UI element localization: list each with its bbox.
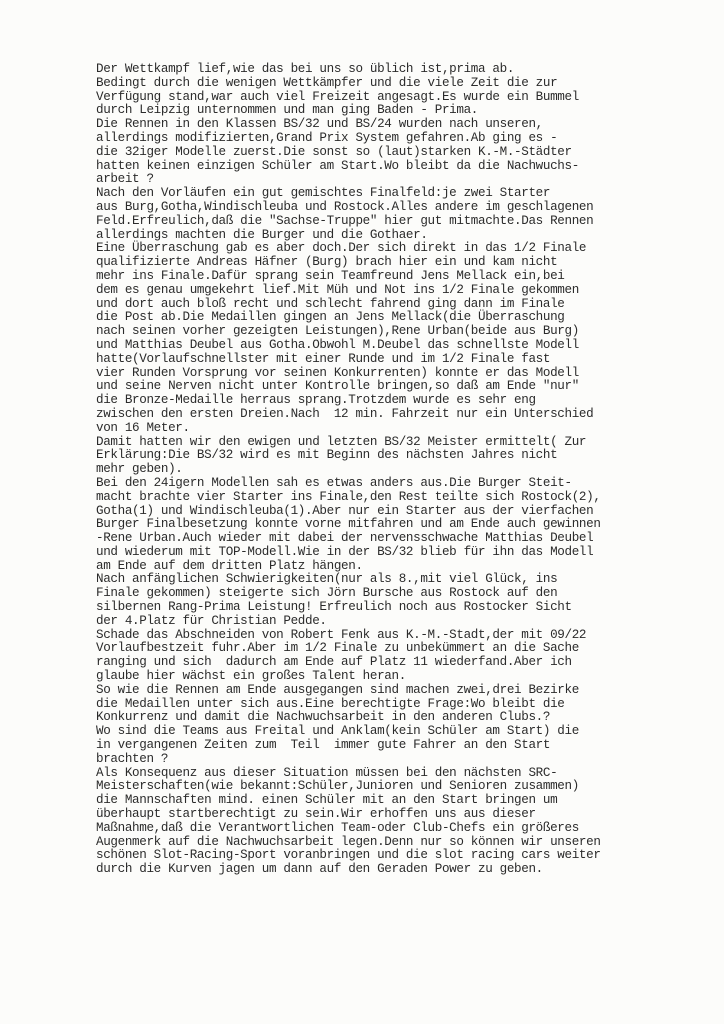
text-line: qualifizierte Andreas Häfner (Burg) brach hier ein und kam nicht <box>96 255 558 270</box>
text-line: die 32iger Modelle zuerst.Die sonst so (laut)starken K.-M.-Städter <box>96 144 572 159</box>
text-line: die Bronze-Medaille herraus sprang.Trotzdem wurde es sehr eng <box>96 393 536 408</box>
text-line: ranging und sich dadurch am Ende auf Platz 11 wiederfand.Aber ich <box>96 655 572 670</box>
text-line: die Mannschaften mind. einen Schüler mit an den Start bringen um <box>96 793 558 808</box>
text-line: So wie die Rennen am Ende ausgegangen sind machen zwei,drei Bezirke <box>96 682 579 697</box>
text-line: Meisterschaften(wie bekannt:Schüler,Junioren und Senioren zusammen) <box>96 779 579 794</box>
text-line: aus Burg,Gotha,Windischleuba und Rostock.Alles andere im geschlagenen <box>96 199 594 214</box>
text-line: vier Runden Vorsprung vor seinen Konkurrenten) konnte er das Modell <box>96 365 579 380</box>
text-line: nach seinen vorher gezeigten Leistungen),Rene Urban(beide aus Burg) <box>96 324 579 339</box>
text-line: arbeit ? <box>96 172 154 187</box>
text-line: Der Wettkampf lief,wie das bei uns so üblich ist,prima ab. <box>96 62 515 76</box>
text-line: brachten ? <box>96 751 169 766</box>
text-line: Damit hatten wir den ewigen und letzten BS/32 Meister ermittelt( Zur <box>96 434 587 449</box>
text-line: Verfügung stand,war auch viel Freizeit angesagt.Es wurde ein Bummel <box>96 89 579 104</box>
text-line: mehr ins Finale.Dafür sprang sein Teamfreund Jens Mellack ein,bei <box>96 268 565 283</box>
text-line: schönen Slot-Racing-Sport voranbringen und die slot racing cars weiter <box>96 848 601 863</box>
text-line: Maßnahme,daß die Verantwortlichen Team-oder Club-Chefs ein größeres <box>96 820 579 835</box>
text-line: mehr geben). <box>96 462 183 477</box>
text-line: silbernen Rang-Prima Leistung! Erfreulich noch aus Rostocker Sicht <box>96 600 572 615</box>
text-line: Als Konsequenz aus dieser Situation müssen bei den nächsten SRC- <box>96 765 558 780</box>
text-line: Die Rennen in den Klassen BS/32 und BS/24 wurden nach unseren, <box>96 117 543 132</box>
text-line: durch Leipzig unternommen und man ging Baden - Prima. <box>96 103 478 118</box>
body-text <box>96 63 720 877</box>
text-line: Schade das Abschneiden von Robert Fenk aus K.-M.-Stadt,der mit 09/22 <box>96 627 587 642</box>
text-line: überhaupt startberechtigt zu sein.Wir erhoffen uns aus dieser <box>96 807 536 822</box>
text-line: hatten keinen einzigen Schüler am Start.Wo bleibt da die Nachwuchs- <box>96 158 579 173</box>
text-line: Nach anfänglichen Schwierigkeiten(nur als 8.,mit viel Glück, ins <box>96 572 558 587</box>
text-line: die Post ab.Die Medaillen gingen an Jens Mellack(die Überraschung <box>96 310 565 325</box>
text-line: Erklärung:Die BS/32 wird es mit Beginn des nächsten Jahres nicht <box>96 448 558 463</box>
text-line: Wo sind die Teams aus Freital und Anklam(kein Schüler am Start) die <box>96 724 579 739</box>
text-line: glaube hier wächst ein großes Talent heran. <box>96 669 406 684</box>
text-line: durch die Kurven jagen um dann auf den Geraden Power zu geben. <box>96 862 543 877</box>
text-line: Vorlaufbestzeit fuhr.Aber im 1/2 Finale zu unbekümmert an die Sache <box>96 641 579 656</box>
text-line: Finale gekommen) steigerte sich Jörn Bursche aus Rostock auf den <box>96 586 558 601</box>
text-line: die Medaillen unter sich aus.Eine berechtigte Frage:Wo bleibt die <box>96 696 565 711</box>
text-line: in vergangenen Zeiten zum Teil immer gute Fahrer an den Start <box>96 738 551 753</box>
text-line: hatte(Vorlaufschnellster mit einer Runde und im 1/2 Finale fast <box>96 351 551 366</box>
text-line: der 4.Platz für Christian Pedde. <box>96 613 327 628</box>
text-line: am Ende auf dem dritten Platz hängen. <box>96 558 363 573</box>
text-line: -Rene Urban.Auch wieder mit dabei der nervensschwache Matthias Deubel <box>96 531 594 546</box>
text-line: Konkurrenz und damit die Nachwuchsarbeit in den anderen Clubs.? <box>96 710 551 725</box>
text-line: Bedingt durch die wenigen Wettkämpfer und die viele Zeit die zur <box>96 75 558 90</box>
text-line: Nach den Vorläufen ein gut gemischtes Finalfeld:je zwei Starter <box>96 186 551 201</box>
text-line: Bei den 24igern Modellen sah es etwas anders aus.Die Burger Steit- <box>96 475 572 490</box>
text-line: von 16 Meter. <box>96 420 190 435</box>
text-line: und wiederum mit TOP-Modell.Wie in der BS/32 blieb für ihn das Modell <box>96 544 594 559</box>
text-line: zwischen den ersten Dreien.Nach 12 min. Fahrzeit nur ein Unterschied <box>96 406 594 421</box>
text-line: dem es genau umgekehrt lief.Mit Müh und Not ins 1/2 Finale gekommen <box>96 282 579 297</box>
text-line: macht brachte vier Starter ins Finale,den Rest teilte sich Rostock(2), <box>96 489 601 504</box>
text-line: allerdings modifizierten,Grand Prix System gefahren.Ab ging es - <box>96 130 558 145</box>
text-line: Eine Überraschung gab es aber doch.Der sich direkt in das 1/2 Finale <box>96 241 587 256</box>
text-line: Feld.Erfreulich,daß die "Sachse-Truppe" hier gut mitmachte.Das Rennen <box>96 213 594 228</box>
text-line: Gotha(1) und Windischleuba(1).Aber nur ein Starter aus der vierfachen <box>96 503 594 518</box>
text-line: und dort auch bloß recht und schlecht fahrend ging dann im Finale <box>96 296 565 311</box>
text-line: und Matthias Deubel aus Gotha.Obwohl M.Deubel das schnellste Modell <box>96 337 579 352</box>
text-line: und seine Nerven nicht unter Kontrolle bringen,so daß am Ende "nur" <box>96 379 579 394</box>
text-line: Burger Finalbesetzung konnte vorne mitfahren und am Ende auch gewinnen <box>96 517 601 532</box>
text-line: Augenmerk auf die Nachwuchsarbeit legen.Denn nur so können wir unseren <box>96 834 601 849</box>
text-line: allerdings machten die Burger und die Gothaer. <box>96 227 428 242</box>
